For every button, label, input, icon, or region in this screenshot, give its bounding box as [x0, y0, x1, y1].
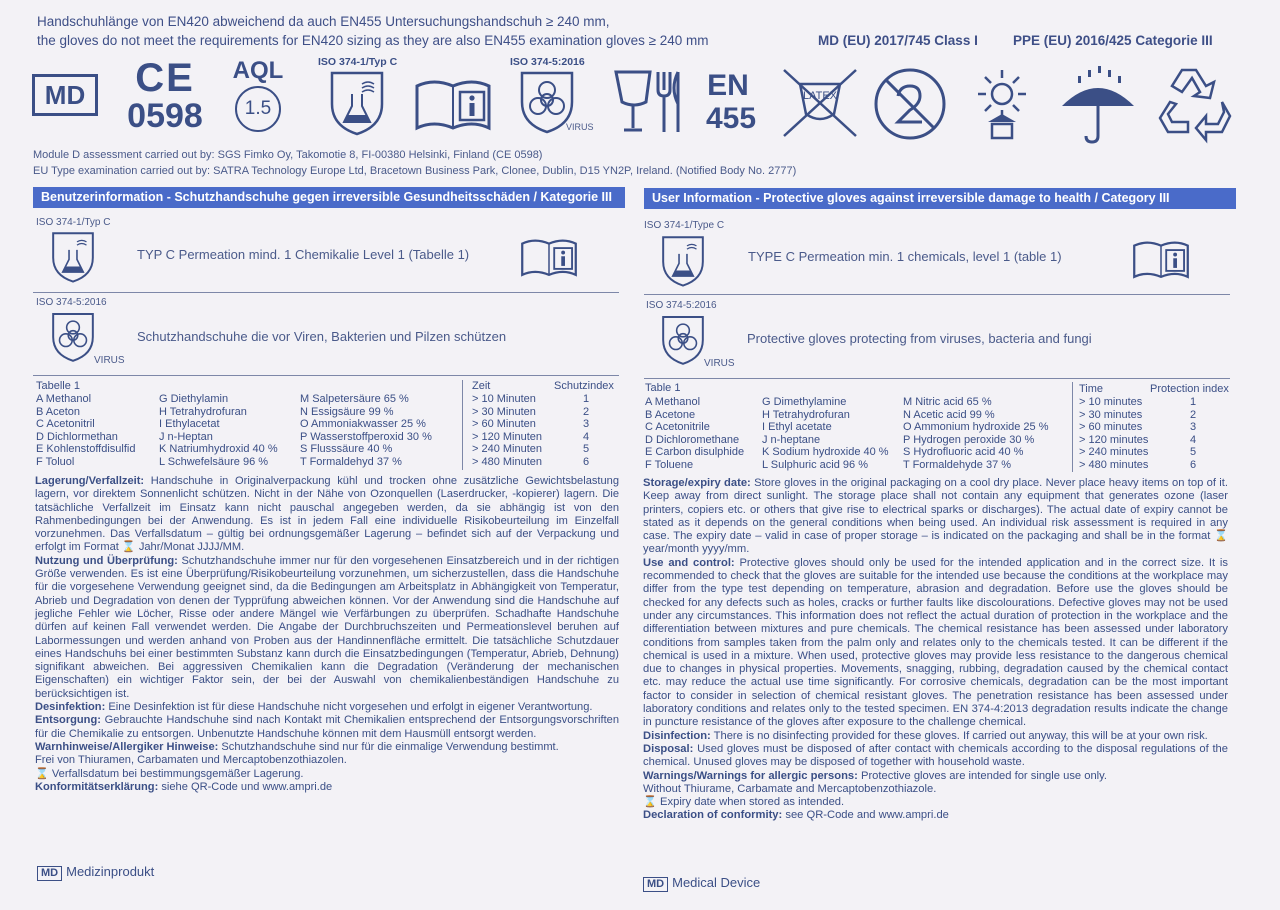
en-times [1079, 396, 1148, 472]
de-biohazard-shield-icon [50, 311, 96, 363]
de-table-col3 [300, 393, 432, 469]
en-chem: N Acetic acid 99 % [903, 408, 995, 421]
de-index: 1 [583, 393, 590, 405]
en-disposal-text: Used gloves must be disposed of after contact with chemicals according to the disposal regulations of the chemical. Unused gloves may be disposed of together with household waste. [643, 742, 1228, 769]
en-storage-text: Store gloves in the original packaging on a cool dry place. Never place heavy items on top of it. Keep away from direct sunlight. The storage place shall not contain any equipment that generates ozone (laser printers, copiers etc. or others that give rise to electrical sparks or discharges). The actual date of expiry cannot be stated as it depends on the general conditions when being used. An individual risk assessment is required in any case. The expiry date – valid in case of proper storage – is indicated on the packaging and shall be in the format ⌛ year/month yyyy/mm. [643, 477, 1228, 556]
de-divider-2 [33, 375, 619, 376]
latex-text: LATEX [802, 90, 838, 102]
de-iso1-label: ISO 374-1/Typ C [36, 217, 111, 228]
de-md-icon: MD [37, 866, 62, 881]
en-chem: S Hydrofluoric acid 40 % [903, 446, 1024, 459]
de-chem: J n-Heptan [159, 430, 213, 443]
ce-mark-icon [120, 58, 210, 140]
de-storage-paragraph [35, 475, 619, 555]
ce-mark-text: CE [135, 56, 195, 100]
de-disinfection-paragraph [35, 701, 619, 714]
en-iso1-label: ISO 374-1/Type C [644, 220, 725, 231]
en-chem: B Acetone [645, 408, 696, 421]
single-use-icon [872, 66, 948, 142]
md-icon: MD [32, 74, 98, 116]
de-manual-info-icon [520, 236, 578, 278]
de-chem: T Formaldehyd 37 % [300, 455, 402, 468]
de-index: 4 [583, 430, 590, 443]
de-chem: N Essigsäure 99 % [300, 405, 394, 418]
de-chem: K Natriumhydroxid 40 % [159, 443, 278, 456]
de-section-bar: Benutzerinformation - Schutzhandschuhe gegen irreversible Gesundheitsschäden / Kategorie III [33, 187, 625, 208]
en-time: > 60 minutes [1079, 421, 1143, 434]
de-disposal-heading: Entsorgung: [35, 714, 101, 727]
no-latex-icon [780, 66, 860, 140]
de-time: > 60 Minuten [472, 418, 536, 431]
en-disinfection-paragraph [643, 730, 1228, 743]
de-warnings-paragraph [35, 741, 619, 754]
de-table-title: Tabelle 1 [36, 380, 81, 392]
header-line-en: the gloves do not meet the requirements for EN420 sizing as they are also EN455 examination gloves ≥ 240 mm [37, 33, 709, 48]
en-body-text [643, 477, 1228, 823]
de-use-heading: Nutzung und Überprüfung: [35, 554, 178, 567]
de-free-line: Frei von Thiuramen, Carbamaten und Mercaptobenzothiazolen. [35, 754, 347, 767]
de-expiry-line: ⌛ Verfallsdatum bei bestimmungsgemäßer Lagerung. [35, 767, 304, 780]
de-time: > 480 Minuten [472, 455, 543, 468]
en-flask-shield-icon [660, 234, 706, 288]
en-section-bar: User Information - Protective gloves against irreversible damage to health / Category III [644, 188, 1236, 209]
de-time: > 240 Minuten [472, 443, 543, 456]
de-cert1-text: TYP C Permeation mind. 1 Chemikalie Level 1 (Tabelle 1) [137, 247, 470, 262]
keep-away-sunlight-icon [962, 66, 1042, 142]
de-index-head: Schutzindex [554, 380, 614, 392]
recycle-icon [1152, 62, 1238, 144]
de-chem: M Salpetersäure 65 % [300, 393, 409, 405]
de-time: > 10 Minuten [472, 393, 536, 405]
en-index: 6 [1190, 458, 1197, 471]
de-indices [583, 393, 589, 469]
en-divider-1 [644, 294, 1230, 295]
de-divider-1 [33, 292, 619, 293]
en-time: > 10 minutes [1079, 396, 1143, 408]
en-use-heading: Use and control: [643, 556, 735, 569]
de-conformity-paragraph [35, 781, 619, 794]
iso-typc-label: ISO 374-1/Typ C [318, 56, 398, 68]
en-chem: K Sodium hydroxide 40 % [762, 446, 889, 459]
de-warnings-heading: Warnhinweise/Allergiker Hinweise: [35, 740, 219, 753]
en-free-line: Without Thiurame, Carbamate and Mercaptobenzothiazole. [643, 782, 937, 795]
en-conformity-paragraph [643, 809, 1228, 822]
en-index: 2 [1190, 408, 1197, 421]
flask-shield-icon [328, 70, 386, 136]
en-time: > 480 minutes [1079, 458, 1149, 471]
en-index: 5 [1190, 446, 1197, 459]
en-chem: I Ethyl acetate [762, 421, 832, 434]
en-warnings-paragraph [643, 770, 1228, 783]
de-chem: I Ethylacetat [159, 418, 220, 431]
en-time-head: Time [1079, 383, 1104, 395]
de-table-col1 [36, 393, 135, 469]
keep-dry-umbrella-icon [1058, 62, 1138, 146]
de-index: 2 [583, 405, 590, 418]
module-d-line: Module D assessment carried out by: SGS Fimko Oy, Takomotie 8, FI-00380 Helsinki, Finland (CE 0598) [33, 149, 543, 161]
aql-value: 1.5 [235, 86, 281, 132]
de-index: 3 [583, 418, 590, 431]
en-table-title: Table 1 [645, 382, 681, 394]
de-time-head: Zeit [472, 380, 491, 392]
de-disposal-paragraph [35, 714, 619, 741]
en-index: 4 [1190, 433, 1197, 446]
aql-icon [226, 58, 290, 132]
de-time: > 30 Minuten [472, 405, 536, 418]
en-warnings-heading: Warnings/Warnings for allergic persons: [643, 769, 858, 782]
de-iso2-label: ISO 374-5:2016 [36, 297, 107, 308]
en-time: > 30 minutes [1079, 408, 1143, 421]
en-index: 3 [1190, 421, 1197, 434]
en-table-col1 [645, 396, 744, 472]
de-chem: P Wasserstoffperoxid 30 % [300, 430, 432, 443]
de-device-text: Medizinprodukt [66, 864, 155, 879]
en-conformity-heading: Declaration of conformity: [643, 809, 783, 822]
en-use-paragraph [643, 557, 1228, 730]
manual-info-icon [414, 76, 492, 132]
de-conformity-text: siehe QR-Code und www.ampri.de [158, 780, 333, 793]
food-safe-icon [612, 68, 684, 136]
header-line-de: Handschuhlänge von EN420 abweichend da auch EN455 Untersuchungshandschuh ≥ 240 mm, [37, 14, 610, 29]
en-virus-text: VIRUS [704, 358, 735, 369]
de-warnings-text: Schutzhandschuhe sind nur für die einmalige Verwendung bestimmt. [218, 740, 559, 753]
class-ppe-label: PPE (EU) 2016/425 Categorie III [1013, 33, 1213, 48]
en-manual-info-icon [1132, 238, 1190, 280]
de-disposal-text: Gebrauchte Handschuhe sind nach Kontakt mit Chemikalien entsprechend der Entsorgungsvorschriften für die Chemikalie zu entsorgen. Unbenutzte Handschuhe können mit dem Hausmüll entsorgt werden. [35, 714, 619, 740]
de-virus-text: VIRUS [94, 355, 125, 366]
en-cert1-text: TYPE C Permeation min. 1 chemicals, level 1 (table 1) [748, 249, 1062, 264]
de-device-line [37, 864, 154, 881]
en-disposal-heading: Disposal: [643, 742, 694, 755]
en-time: > 120 minutes [1079, 433, 1149, 446]
de-chem: L Schwefelsäure 96 % [159, 455, 269, 468]
en-index: 1 [1190, 396, 1197, 408]
de-index: 6 [583, 455, 590, 468]
en-chem: A Methanol [645, 396, 701, 408]
en-device-line [643, 875, 760, 892]
de-time: > 120 Minuten [472, 430, 543, 443]
en-index-head: Protection index [1150, 383, 1229, 395]
iso-virus-label: ISO 374-5:2016 [510, 56, 585, 68]
aql-label: AQL [232, 57, 284, 84]
en-time: > 240 minutes [1079, 446, 1149, 459]
class-md-label: MD (EU) 2017/745 Class I [818, 33, 978, 48]
de-index: 5 [583, 443, 590, 456]
en-divider-2 [644, 378, 1230, 379]
en-chem: E Carbon disulphide [645, 446, 745, 459]
en-chem: O Ammonium hydroxide 25 % [903, 421, 1049, 434]
en-use-text: Protective gloves should only be used for the intended application and in the correct size. It is recommended to check that the gloves are suitable for the intended use because the conditions at the workplace may differ from the type test depending on temperature, abrasion and degradation. Before use the gloves should be checked for any defects such as holes, cracks or further faults like discolourations. Defective gloves may not be used under any circumstances. This information does not reflect the actual duration of protection in the workplace and the differentiation between mixtures and pure chemicals. The chemical resistance has been assessed under laboratory conditions from samples taken from the palm only and relates only to the chemicals tested. It can be different if the chemical is used in a mixture. When used, protective gloves may provide less resistance to the dangerous chemical due to changes in physical properties. Movements, snagging, rubbing, degradation caused by the chemical contact etc. may reduce the actual use time significantly. For corrosive chemicals, degradation can be the most important factor to consider in selection of chemical resistant gloves. The penetration resistance has been assessed under laboratory conditions and relates only to the tested specimen. EN 374-4:2013 degradation results indicate the change in puncture resistance of the gloves after exposure to the challenge chemical. [643, 556, 1228, 729]
de-chem: A Methanol [36, 393, 92, 405]
de-use-text: Schutzhandschuhe immer nur für den vorgesehenen Einsatzbereich und in der richtigen Größe verwenden. Es ist eine Überprüfung/Risikobeurteilung vorzunehmen, um sicherzustellen, dass die Handschuhe für die vorgesehene Verwendung geeignet sind, da die Bedingungen am Arbeitsplatz in Abhängigkeit von Temperatur, Abrieb und Degradation von denen der Typprüfung abweichen können. Vor der Anwendung sind die Handschuhe auf jegliche Fehler wie Löcher, Risse oder andere Mängel wie Verfärbungen zu überprüfen. Schadhafte Handschuhe dürfen auf keinen Fall verwendet werden. Die Angabe der Durchbruchszeiten und Permeationslevel beruhen auf Labormessungen und werden anhand von Proben aus der Handinnenfläche ermittelt. Die tatsächliche Schutzdauer eines Handschuhs bei einer bestimmten Substanz kann durch die Einsatzbedingungen (Temperatur, Abrieb, Dehnung) signifikant abweichen. Bei aggressiven Chemikalien kann die Degradation (Veränderung der mechanischen Eigenschaften) ein wichtiger Faktor sein, der bei der Auswahl von chemikalienbeständigen Handschuhe zu berücksichtigen ist. [35, 554, 619, 700]
en-chem: M Nitric acid 65 % [903, 396, 992, 408]
de-disinfection-heading: Desinfektion: [35, 701, 106, 714]
de-storage-text: Handschuhe in Originalverpackung kühl und trocken ohne zusätzliche Gewichtsbelastung lagern, vor direktem Sonnenlicht schützen. Nicht in der Nähe von Ozonquellen (Laserdrucker, -kopierer) lagern. Die tatsächliche Verfallzeit im Einsatz kann nicht pauschal angegeben werden, da sie abhängig ist von den Rahmenbedingungen bei der Anwendung. Es ist in jedem Fall eine individuelle Risikobeurteilung im Einzelfall vorzunehmen. Das Verfallsdatum – gültig bei ordnungsgemäßer Lagerung – befindet sich auf der Verpackung und erfolgt im Format ⌛ Jahr/Monat JJJJ/MM. [35, 475, 619, 554]
en-chem: T Formaldehyde 37 % [903, 458, 1012, 471]
en-chem: L Sulphuric acid 96 % [762, 458, 868, 471]
header-text [37, 12, 709, 50]
en-chem: D Dichloromethane [645, 433, 740, 446]
de-body-text [35, 475, 619, 794]
en-table-col2 [762, 396, 889, 472]
de-cert2-text: Schutzhandschuhe die vor Viren, Bakterien und Pilzen schützen [137, 329, 507, 344]
en-disinfection-heading: Disinfection: [643, 729, 711, 742]
de-chem: S Flusssäure 40 % [300, 443, 393, 456]
ce-number: 0598 [127, 97, 203, 135]
en-device-text: Medical Device [672, 875, 761, 890]
en-chem: H Tetrahydrofuran [762, 408, 850, 421]
en-conformity-text: see QR-Code and www.ampri.de [782, 809, 949, 822]
en-chem: C Acetonitrile [645, 421, 710, 434]
en-chem: F Toluene [645, 458, 694, 471]
de-chem: F Toluol [36, 455, 75, 468]
en-md-icon: MD [643, 877, 668, 892]
en-warnings-text: Protective gloves are intended for single use only. [857, 769, 1108, 782]
de-chem: O Ammoniakwasser 25 % [300, 418, 426, 431]
module-info [33, 147, 796, 179]
de-use-paragraph [35, 555, 619, 701]
en-disinfection-text: There is no disinfecting provided for these gloves. If carried out anyway, this will be at your own risk. [710, 729, 1208, 742]
en-storage-paragraph [643, 477, 1228, 557]
en-table-separator [1072, 382, 1073, 472]
de-chem: B Aceton [36, 405, 81, 418]
en-label: EN [707, 69, 749, 102]
en-disposal-paragraph [643, 743, 1228, 770]
eu-type-line: EU Type examination carried out by: SATRA Technology Europe Ltd, Bracetown Business Park, Clonee, Dublin, D15 YN2P, Ireland. (Notified Body No. 2777) [33, 165, 797, 177]
en-storage-heading: Storage/expiry date: [643, 477, 751, 489]
en-chem: G Dimethylamine [762, 396, 847, 408]
de-conformity-heading: Konformitätserklärung: [35, 780, 159, 793]
en455-icon [706, 69, 757, 136]
virus-text: VIRUS [566, 122, 594, 132]
de-storage-heading: Lagerung/Verfallzeit: [35, 475, 145, 487]
de-chem: H Tetrahydrofuran [159, 405, 247, 418]
en-indices [1190, 396, 1196, 472]
en-biohazard-shield-icon [660, 314, 706, 366]
de-times [472, 393, 542, 469]
de-flask-shield-icon [50, 230, 96, 284]
en-cert2-text: Protective gloves protecting from viruses, bacteria and fungi [747, 331, 1092, 346]
de-chem: C Acetonitril [36, 418, 95, 431]
de-table-col2 [159, 393, 278, 469]
en-chem: P Hydrogen peroxide 30 % [903, 433, 1035, 446]
de-table-separator [462, 380, 463, 470]
en-expiry-line: ⌛ Expiry date when stored as intended. [643, 796, 845, 809]
en-number: 455 [706, 102, 757, 135]
de-chem: G Diethylamin [159, 393, 229, 405]
de-chem: D Dichlormethan [36, 430, 118, 443]
de-chem: E Kohlenstoffdisulfid [36, 443, 136, 456]
de-disinfection-text: Eine Desinfektion ist für diese Handschuhe nicht vorgesehen und erfolgt in eigener Verantwortung. [105, 701, 593, 714]
en-table-col3 [903, 396, 1049, 472]
en-iso2-label: ISO 374-5:2016 [646, 300, 717, 311]
en-chem: J n-heptane [762, 433, 821, 446]
